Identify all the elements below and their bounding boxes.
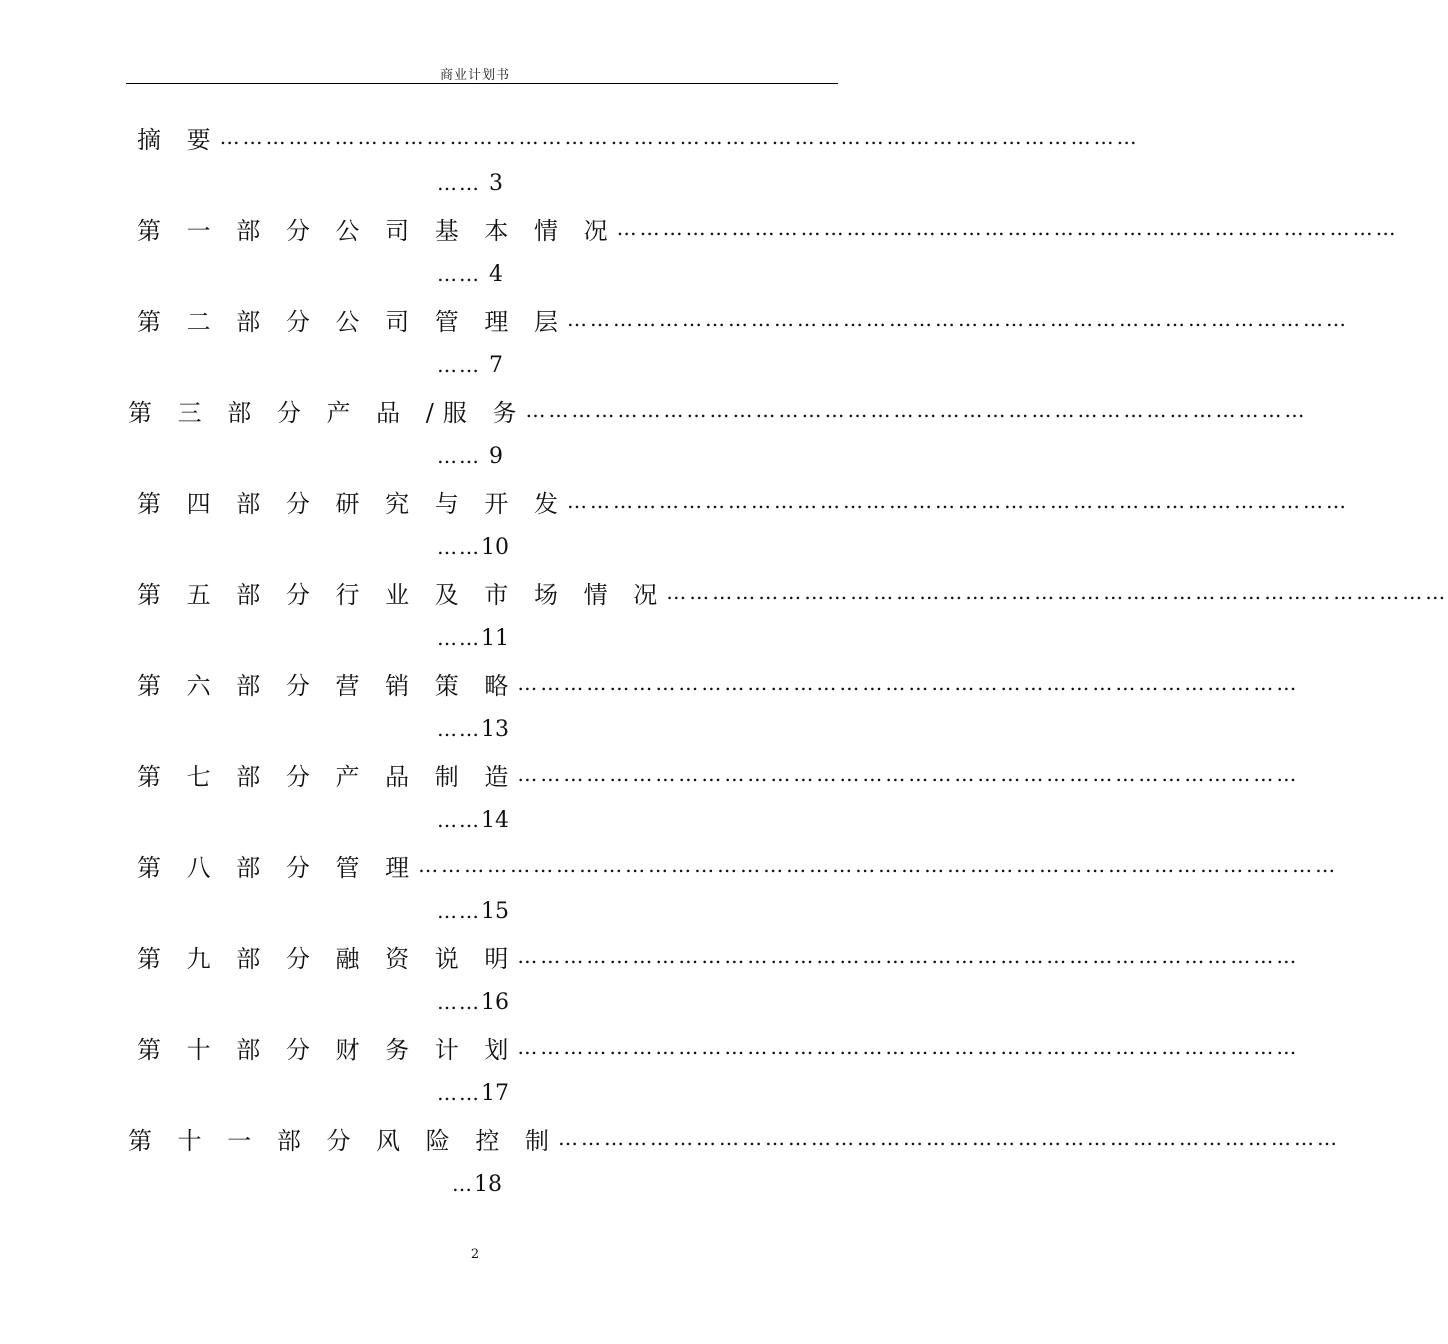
toc-entry-line (137, 294, 1350, 344)
toc-entry-title: 第 一 部 分 公 司 基 本 情 况 (137, 216, 617, 245)
table-of-contents (0, 112, 1448, 1204)
toc-entry-title: 第 二 部 分 公 司 管 理 层 (137, 307, 568, 336)
toc-entry[interactable] (0, 385, 1308, 476)
toc-page-number: 18 (474, 1171, 502, 1197)
toc-entry-line (128, 1113, 1341, 1163)
toc-leader-dots: …… (437, 535, 481, 559)
toc-page-number: 16 (481, 989, 509, 1015)
toc-leader-dots: …… (437, 444, 481, 468)
toc-entry-line (137, 567, 1448, 617)
toc-entry[interactable] (0, 658, 1300, 749)
toc-entry-title: 第 六 部 分 营 销 策 略 (137, 671, 518, 700)
toc-entry[interactable] (0, 931, 1300, 1022)
toc-entry[interactable] (0, 1113, 1341, 1204)
toc-leader-dots: ………………………………………………………………………………………… (517, 1035, 1300, 1059)
toc-entry-continuation (437, 526, 509, 568)
toc-leader-dots: ………………………………………………………………………………………………………… (418, 853, 1339, 877)
toc-page-number: 10 (481, 534, 509, 560)
header-divider (126, 83, 838, 84)
toc-entry-title: 第 八 部 分 管 理 (137, 853, 419, 882)
toc-page-number: 4 (489, 261, 503, 287)
toc-entry-continuation (437, 435, 503, 477)
toc-leader-dots: … (452, 1172, 474, 1196)
toc-leader-dots: ………………………………………………………………………………………… (567, 489, 1350, 513)
toc-leader-dots: …… (437, 171, 481, 195)
toc-leader-dots: ………………………………………………………………………………………………………… (219, 125, 1140, 149)
toc-page-number: 17 (481, 1080, 509, 1106)
toc-entry-line (128, 385, 1308, 435)
toc-entry[interactable] (0, 294, 1350, 385)
toc-leader-dots: ………………………………………………………………………………………… (517, 944, 1300, 968)
toc-entry[interactable] (0, 203, 1399, 294)
toc-entry[interactable] (0, 567, 1448, 658)
toc-entry-title: 第 五 部 分 行 业 及 市 场 情 况 (137, 580, 667, 609)
page-number: 2 (470, 1247, 480, 1262)
toc-entry[interactable] (0, 112, 1140, 203)
toc-leader-dots: …… (437, 262, 481, 286)
toc-leader-dots: ………………………………………………………………………………………… (666, 580, 1448, 604)
toc-page-number: 13 (481, 716, 509, 742)
toc-entry-line (137, 1022, 1300, 1072)
toc-entry-line (137, 203, 1399, 253)
toc-leader-dots: …… (437, 990, 481, 1014)
toc-entry[interactable] (0, 749, 1300, 840)
toc-page-number: 15 (481, 898, 509, 924)
toc-entry-line (137, 840, 1339, 890)
toc-entry-line (137, 658, 1300, 708)
toc-leader-dots: ………………………………………………………………………………………… (517, 762, 1300, 786)
header-title: 商业计划书 (439, 68, 510, 83)
toc-entry-line (137, 931, 1300, 981)
toc-entry-continuation (437, 799, 509, 841)
toc-entry[interactable] (0, 840, 1339, 931)
toc-leader-dots: …… (437, 353, 481, 377)
toc-leader-dots: ………………………………………………………………………………………… (616, 216, 1399, 240)
toc-page-number: 11 (481, 625, 509, 651)
toc-entry-title: 第 十 部 分 财 务 计 划 (137, 1035, 518, 1064)
toc-entry-continuation (437, 617, 509, 659)
toc-entry-line (137, 749, 1300, 799)
toc-leader-dots: …… (437, 626, 481, 650)
toc-entry-title: 第 七 部 分 产 品 制 造 (137, 762, 518, 791)
toc-entry-title: 第 四 部 分 研 究 与 开 发 (137, 489, 568, 518)
toc-entry-title: 第 三 部 分 产 品 /服 务 (128, 398, 526, 427)
toc-leader-dots: …… (437, 717, 481, 741)
toc-entry-continuation (437, 344, 503, 386)
toc-page-number: 9 (489, 443, 503, 469)
toc-entry-continuation (437, 253, 503, 295)
toc-leader-dots: ………………………………………………………………………………………… (517, 671, 1300, 695)
toc-entry-continuation (452, 1163, 502, 1205)
toc-entry-line (137, 112, 1140, 162)
toc-entry-title: 第 九 部 分 融 资 说 明 (137, 944, 518, 973)
toc-leader-dots: ………………………………………………………………………………………… (567, 307, 1350, 331)
toc-entry-line (137, 476, 1350, 526)
toc-entry-continuation (437, 890, 509, 932)
toc-entry-title: 第 十 一 部 分 风 险 控 制 (128, 1126, 559, 1155)
toc-leader-dots: ………………………………………………………………………………………… (558, 1126, 1341, 1150)
toc-leader-dots: …… (437, 808, 481, 832)
toc-entry-continuation (437, 162, 503, 204)
toc-entry-continuation (437, 708, 509, 750)
toc-entry[interactable] (0, 1022, 1300, 1113)
toc-page-number: 14 (481, 807, 509, 833)
toc-entry-continuation (437, 981, 509, 1023)
toc-leader-dots: ………………………………………………………………………………………… (525, 398, 1308, 422)
toc-entry-title: 摘 要 (137, 125, 220, 154)
toc-leader-dots: …… (437, 1081, 481, 1105)
toc-entry[interactable] (0, 476, 1350, 567)
toc-page-number: 7 (489, 352, 503, 378)
toc-leader-dots: …… (437, 899, 481, 923)
toc-entry-continuation (437, 1072, 509, 1114)
toc-page-number: 3 (489, 170, 503, 196)
